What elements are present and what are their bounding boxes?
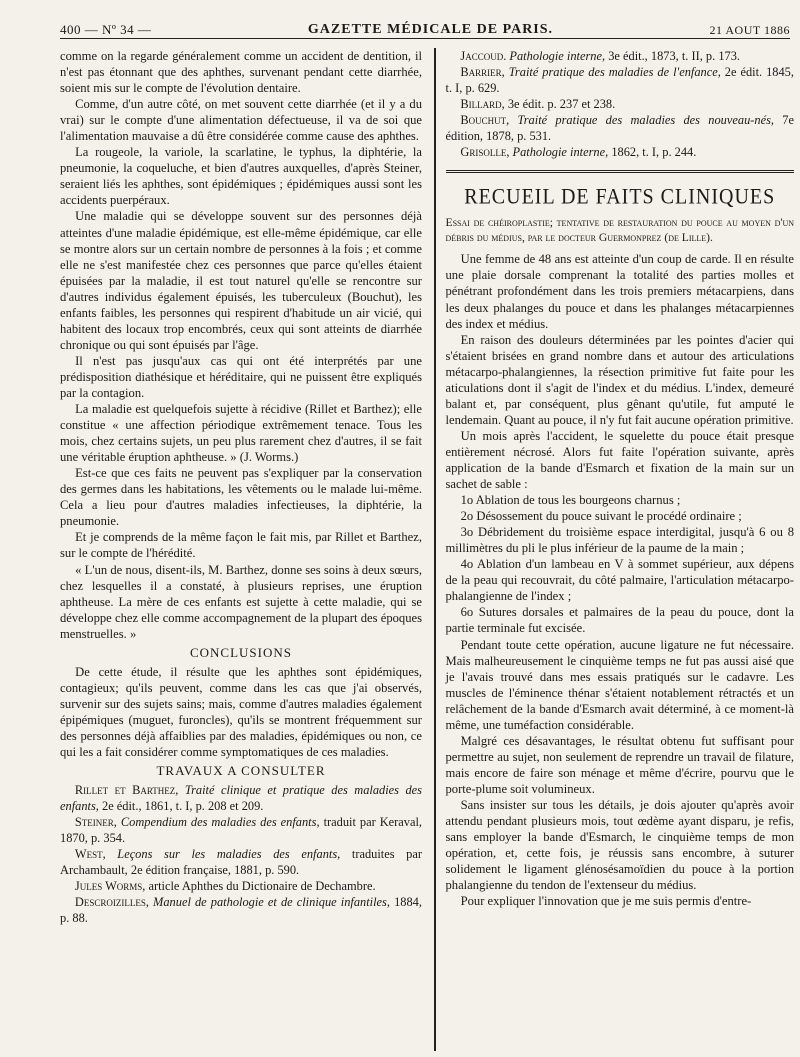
paragraph: Est-ce que ces faits ne peuvent pas s'expliquer par la conservation des germes dans les habitations, les vêtements ou le malade lui-même. Cela a lieu pour d'autres maladies infectieuses, la diphtérie, la pneumonie. [60,466,422,529]
reference-item: West, Leçons sur les maladies des enfants, traduites par Archambault, 2e édition française, 1881, p. 590. [60,847,422,878]
reference-item: Steiner, Compendium des maladies des enfants, traduit par Keraval, 1870, p. 354. [60,815,423,846]
reference-item: Jules Worms, article Aphthes du Dictionaire de Dechambre. [74,879,376,894]
conclusions-text: De cette étude, il résulte que les aphthes sont épidémiques, contagieux; qu'ils peuvent, comme dans les cas que j'ai observés, survenir sur des sujets sains; mais, comme d'autres maladies également épipémiques (muguet, furoncles), qu'ils se montrent fréquemment sur des personnes déjà affaiblies par des maladies, épidémiques ou non, ce qui les a fait considérer comme symptomatiques de ces maladies. [60,664,422,760]
paragraph: La rougeole, la variole, la scarlatine, le typhus, la diphtérie, la pneumonie, la coqueluche, et bien d'autres auxquelles, d'après Steiner, seraient liés les aphthes, sont épidémiques ; épidémiques aussi sont les accidents puerpéraux. [60,145,422,208]
reference-item: Barrier, Traité pratique des maladies de l'enfance, 2e édit. 1845, t. I, p. 629. [445,65,794,96]
paragraph: Un mois après l'accident, le squelette du pouce était presque entièrement nécrosé. Alors fut faite l'opération suivante, après application de la bande d'Esmarch et fixation de la main sur un sachet de sable : [445,428,794,492]
paragraph: Une maladie qui se développe souvent sur des personnes déjà atteintes d'une maladie épidémique, est elle-même épidémique, car elle se montre alors sur un certain nombre de personnes à la fois ; et comme elle ne s'est manifestée chez ces personnes que parce qu'elles étaient épuisées par la maladie, il est tout naturel qu'elle se rencontre sur d'autres individus également épuisés, les tuberculeux (Bouchut), les enfants faibles, les personnes qui respirent d'habitude un air vicié, qui habitent des locaux trop encombrés, ceux qui sont atteints de diarrhée chronique ou qui sont épuisés par l'âge. [60,209,422,352]
reference-item: Descroizilles, Manuel de pathologie et de clinique infantiles, 1884, p. 88. [60,895,422,926]
page-number: 400 — Nº 34 — [60,22,152,37]
paragraph: Comme, d'un autre côté, on met souvent cette diarrhée (et il y a du vrai) sur le compte d'une alimentation défectueuse, il va de soi que l'alimentation mauvaise a dû être considérée comme cause des aphthes. [60,97,422,144]
reference-item: Billard, 3e édit. p. 237 et 238. [460,97,616,112]
paragraph: Une femme de 48 ans est atteinte d'un coup de carde. Il en résulte une plaie dorsale comprenant la totalité des parties molles et pénétrant profondément dans les trois premiers métacarpiens, dans les deux phalanges du pouce et dans les phalanges métacarpiennes des index et médius. [445,252,794,331]
paragraph: Pendant toute cette opération, aucune ligature ne fut nécessaire. Mais malheureusement le cinquième temps ne fut pas aussi aisé que je l'avais trouvé dans mes essais pratiqués sur le cadavre. Les muscles de l'éminence thénar s'étaient notablement rétractés et un relâchement de la bande d'Esmarch avait déterminé, à ce moment-là même, une tuméfaction considérable. [445,637,794,732]
paragraph: Sans insister sur tous les détails, je dois ajouter qu'après avoir attendu pendant plusieurs mois, tout œdème ayant disparu, je refis, sans employer la bande d'Esmarch, le cinquième temps de mon opération, et, cette fois, je réussis sans encombre, à suturer solidement le ligament glénosésamoïdien du pouce à la portion phalangienne du tendon de l'extenseur du médius. [445,797,794,893]
conclusions-heading: CONCLUSIONS [189,644,292,660]
operation-steps [446,492,795,636]
column-rule [434,48,436,1051]
right-column [440,48,795,1051]
reference-item: Bouchut, Traité pratique des maladies des nouveau-nés, 7e édition, 1878, p. 531. [445,113,794,144]
article-title: Essai de chéiroplastie; tentative de restauration du pouce au moyen d'un débris du médius, par le docteur Guermonprez (de Lille). [445,216,794,245]
paragraph: « L'un de nous, disent-ils, M. Barthez, donne ses soins à deux sœurs, chez lesquelles il a constaté, à plusieurs reprises, une éruption aphtheuse. La mère de ces enfants est sujette à cette maladie, qui se développe chez elle comme accompagnement de la plupart des époques menstruelles. » [60,562,422,641]
paragraph: Et je comprends de la même façon le fait mis, par Rillet et Barthez, sur le compte de l'hérédité. [60,530,422,561]
section-divider [446,170,795,173]
paragraph: Il n'est pas jusqu'aux cas qui ont été interprétés par une prédisposition diathésique et héréditaire, qui ne puissent être expliqués par la contagion. [60,353,422,400]
page-header [60,10,790,39]
reference-item: Jaccoud. Pathologie interne, 3e édit., 1873, t. II, p. 173. [460,49,741,63]
left-column [60,48,430,1051]
list-item: 2o Désossement du pouce suivant le procédé ordinaire ; [460,509,742,524]
list-item: 1o Ablation de tous les bourgeons charnus ; [460,493,681,508]
list-item: 4o Ablation d'un lambeau en V à sommet supérieur, aux dépens de la peau qui recouvrait, du côté palmaire, l'articulation métacarpo-phalangienne de l'index ; [445,557,794,604]
journal-title: GAZETTE MÉDICALE DE PARIS. [307,22,554,37]
list-item: 3o Débridement du troisième espace interdigital, jusqu'à 6 ou 8 millimètres du pli le plus inférieur de la paume de la main ; [445,525,794,556]
reference-item: Grisolle, Pathologie interne, 1862, t. I, p. 244. [460,145,697,160]
columns [60,48,794,1051]
paragraph: En raison des douleurs déterminées par les pointes d'acier qui s'étaient brisées en grand nombre dans et autour des articulations métacarpo-phalangiennes, la résection primitive fut faite pour les aticulations dont il s'agit de l'index et du médius. L'index, demeuré balant et, par conséquent, plus gênant qu'utile, fut amputé le lendemain. Quant au pouce, il n'y fut fait aucune opération primitive. [445,332,794,427]
paragraph: Pour expliquer l'innovation que je me suis permis d'entre- [460,894,752,909]
reference-item: Rillet et Barthez, Traité clinique et pratique des maladies des enfants, 2e édit., 1861, t. I, p. 208 et 209. [60,783,422,814]
section-title: RECUEIL DE FAITS CLINIQUES [464,185,776,210]
paragraph: Malgré ces désavantages, le résultat obtenu fut suffisant pour permettre au sujet, non seulement de reprendre un travail de filature, mais encore de faire son ménage et même d'écrire, pourvu que le porte-plume soit volumineux. [445,733,794,796]
paragraph: comme on la regarde généralement comme un accident de dentition, il n'est pas étonnant que des aphthes, survenant pendant cette diarrhée, soient mis sur le compte de l'évolution dentaire. [60,49,422,96]
paragraph: La maladie est quelquefois sujette à récidive (Rillet et Barthez); elle constitue « une affection périodique extrêmement tenace. Tous les mois, chez certains sujets, un peu plus rarement chez d'autres, il se fait une véritable éruption aphtheuse. » (J. Worms.) [60,402,422,465]
list-item: 6o Sutures dorsales et palmaires de la peau du pouce, dont la partie terminale fut excisée. [445,605,794,636]
reference-list-continued [446,48,795,160]
works-heading: TRAVAUX A CONSULTER [156,763,326,779]
issue-date: 21 AOUT 1886 [709,23,790,37]
reference-list [60,782,422,926]
